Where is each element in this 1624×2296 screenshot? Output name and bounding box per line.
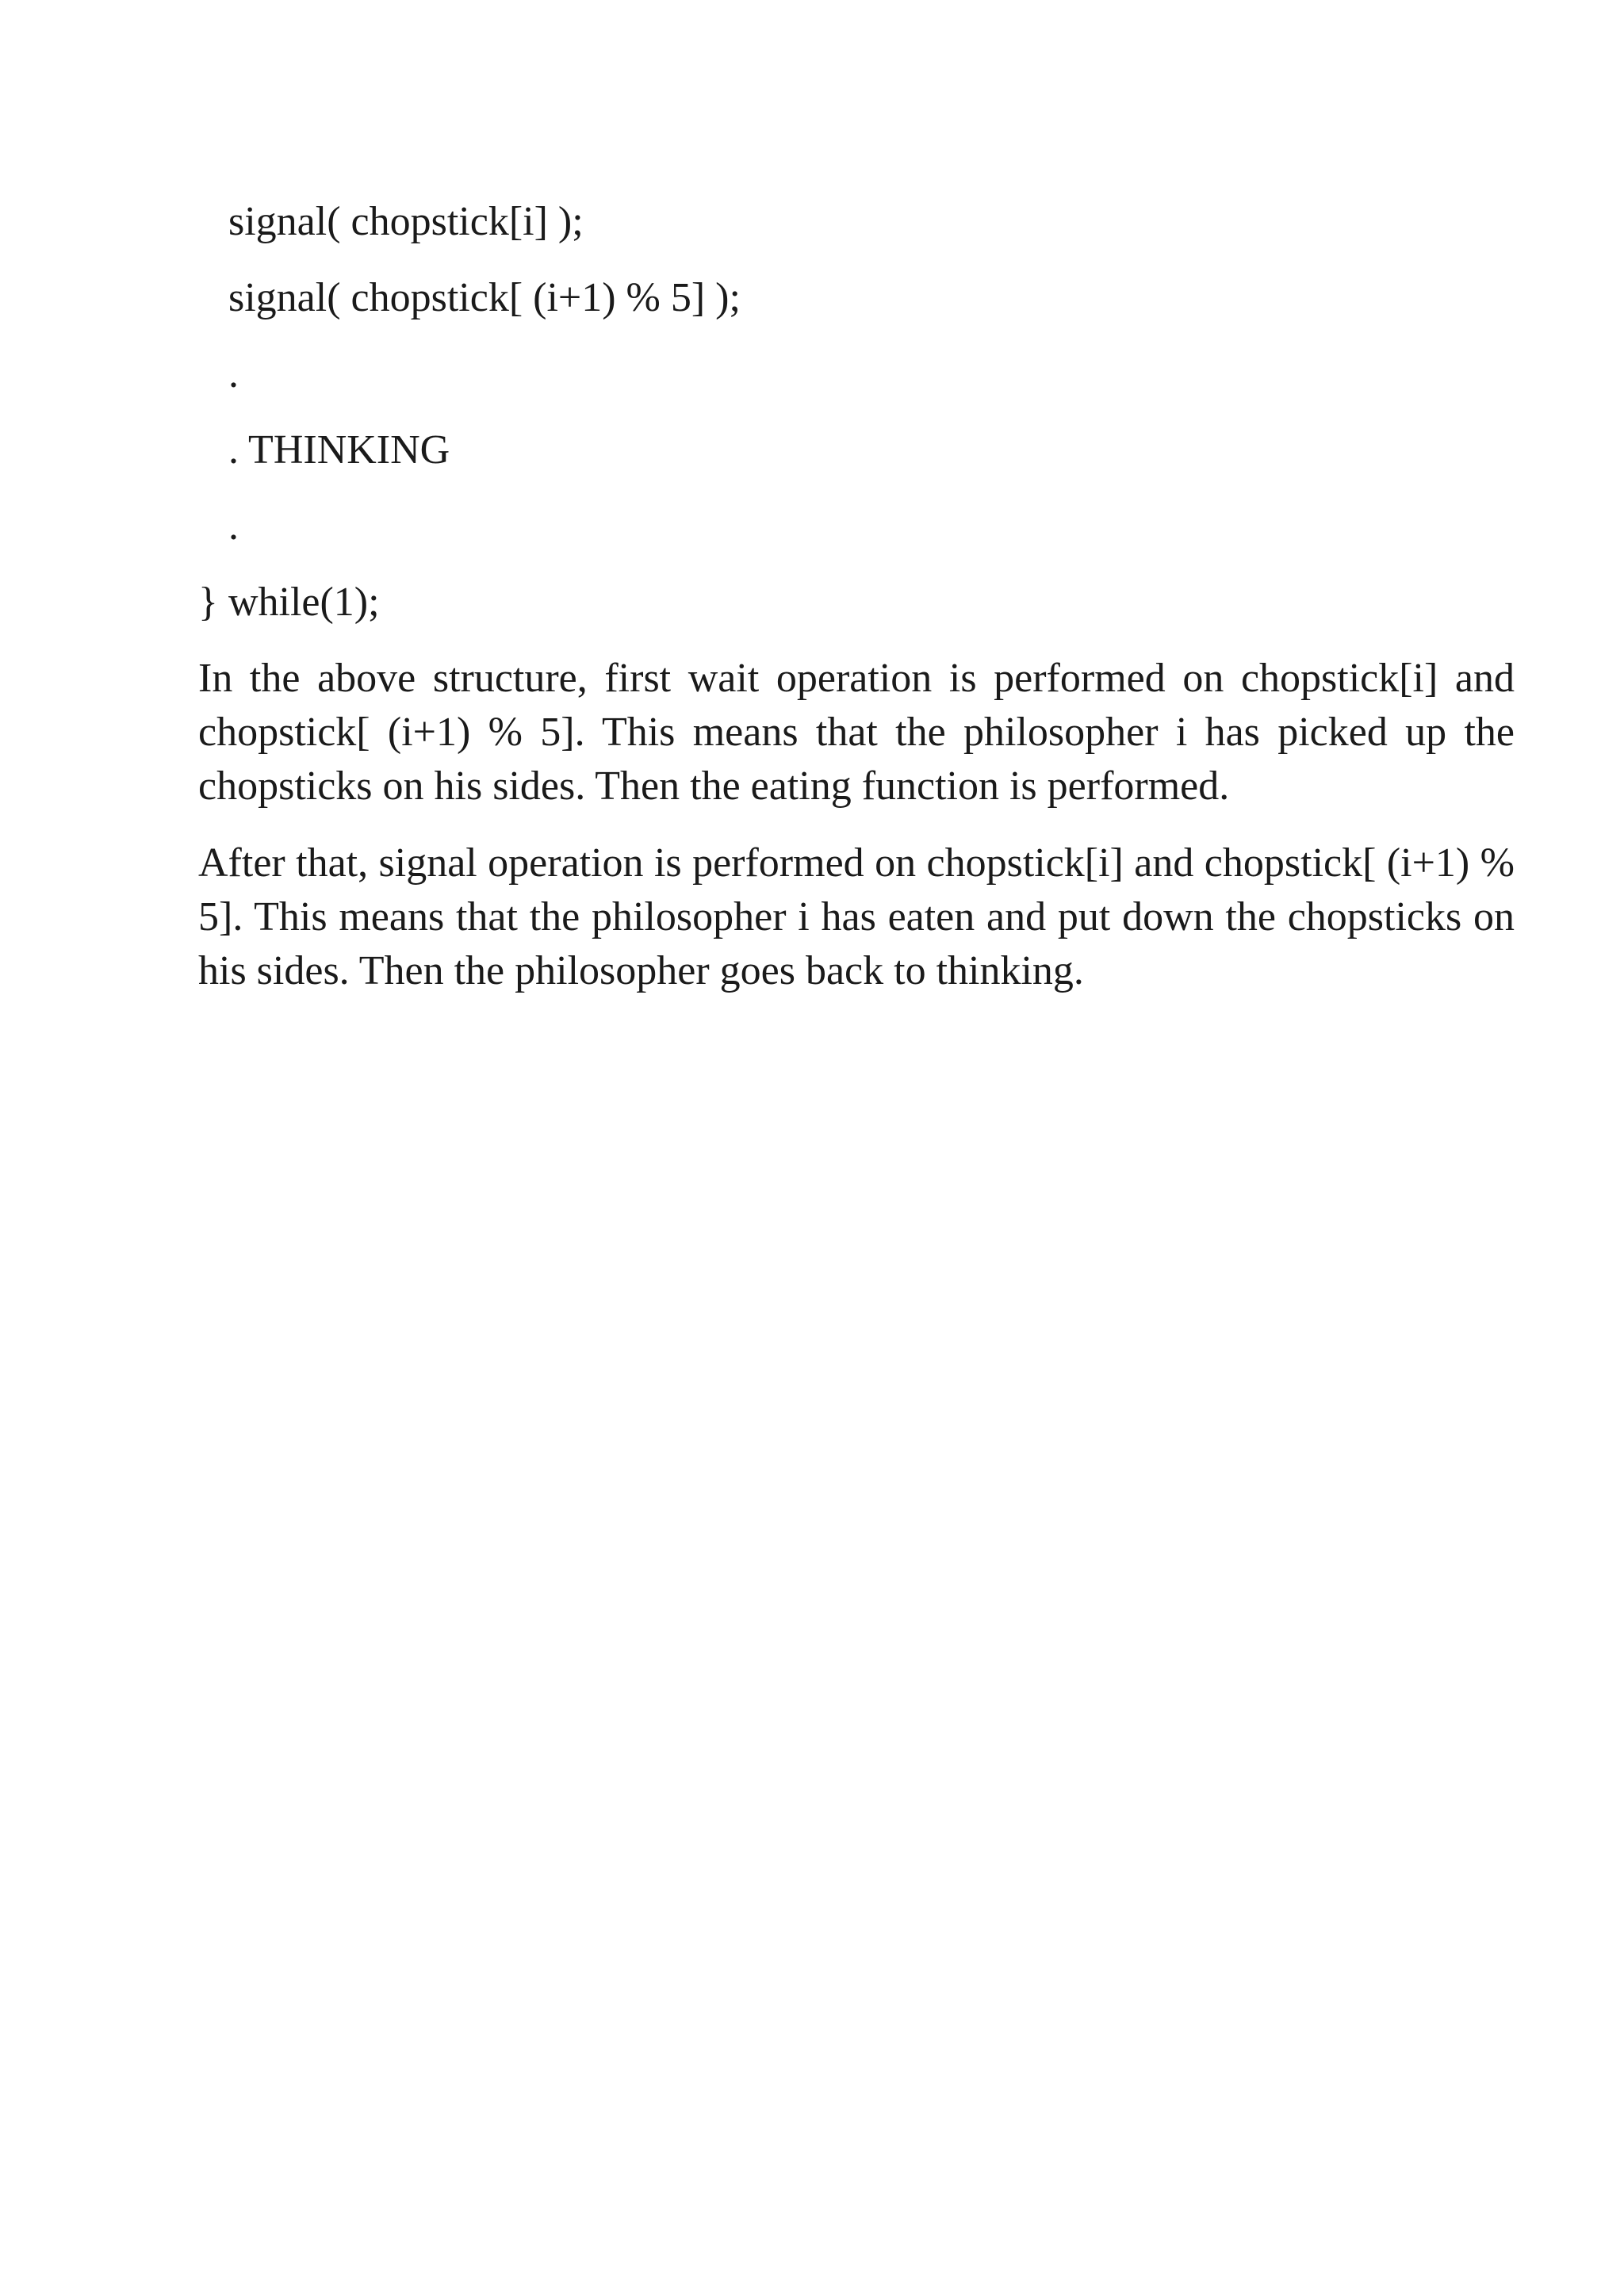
code-line-while: } while(1);: [198, 580, 380, 625]
code-line-ellipsis-dot: .: [228, 351, 239, 396]
code-line-signal-left: signal( chopstick[i] );: [228, 199, 584, 244]
code-line-signal-right: signal( chopstick[ (i+1) % 5] );: [228, 275, 741, 320]
paragraph-wait-explanation: In the above structure, first wait operation is performed on chopstick[i] and chopstick[ (i+1) % 5]. This means that the philosopher i has picked up the chopsticks on his sides. Then the eating function is performed.: [198, 656, 1515, 809]
paragraph-signal-explanation: After that, signal operation is performed on chopstick[i] and chopstick[ (i+1) % 5]. This means that the philosopher i has eaten and put down the chopsticks on his sides. Then the philosopher goes back to thinking.: [198, 840, 1515, 993]
code-line-ellipsis-dot: .: [228, 503, 239, 549]
code-line-thinking: . THINKING: [228, 427, 450, 473]
